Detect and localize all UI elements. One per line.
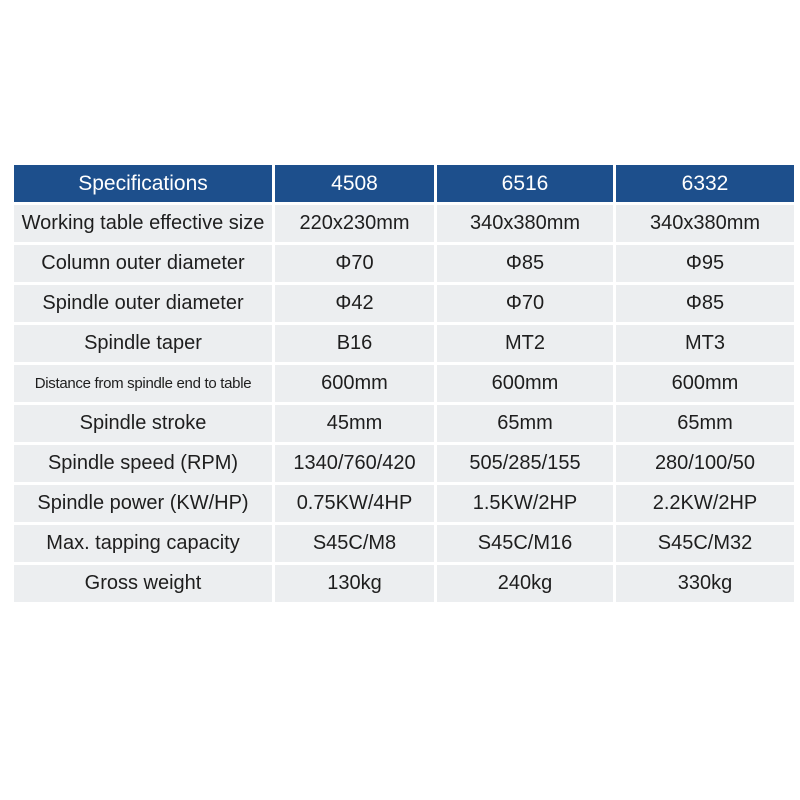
row-label: Max. tapping capacity <box>14 525 272 562</box>
cell-value: 1340/760/420 <box>275 445 434 482</box>
cell-value: Φ42 <box>275 285 434 322</box>
header-specifications: Specifications <box>14 165 272 202</box>
cell-value: 340x380mm <box>437 205 613 242</box>
cell-value: S45C/M16 <box>437 525 613 562</box>
table-row <box>14 525 794 562</box>
cell-value: Φ95 <box>616 245 794 282</box>
table-row <box>14 205 794 242</box>
table-row <box>14 325 794 362</box>
table-row <box>14 365 794 402</box>
cell-value: 65mm <box>437 405 613 442</box>
table-row <box>14 245 794 282</box>
table-row <box>14 565 794 602</box>
row-label: Spindle taper <box>14 325 272 362</box>
specifications-table <box>11 162 797 605</box>
header-model-6516: 6516 <box>437 165 613 202</box>
header-row <box>14 165 794 202</box>
cell-value: 330kg <box>616 565 794 602</box>
table-row <box>14 285 794 322</box>
cell-value: 2.2KW/2HP <box>616 485 794 522</box>
cell-value: MT3 <box>616 325 794 362</box>
cell-value: 340x380mm <box>616 205 794 242</box>
table-row <box>14 405 794 442</box>
cell-value: S45C/M32 <box>616 525 794 562</box>
cell-value: Φ70 <box>275 245 434 282</box>
cell-value: 130kg <box>275 565 434 602</box>
cell-value: 65mm <box>616 405 794 442</box>
cell-value: 505/285/155 <box>437 445 613 482</box>
row-label: Spindle speed (RPM) <box>14 445 272 482</box>
cell-value: 600mm <box>275 365 434 402</box>
cell-value: B16 <box>275 325 434 362</box>
row-label: Working table effective size <box>14 205 272 242</box>
row-label: Spindle power (KW/HP) <box>14 485 272 522</box>
table-header <box>14 165 794 202</box>
cell-value: Φ70 <box>437 285 613 322</box>
cell-value: Φ85 <box>437 245 613 282</box>
table-body <box>14 205 794 602</box>
row-label: Gross weight <box>14 565 272 602</box>
cell-value: 45mm <box>275 405 434 442</box>
cell-value: 1.5KW/2HP <box>437 485 613 522</box>
row-label: Spindle stroke <box>14 405 272 442</box>
cell-value: 240kg <box>437 565 613 602</box>
cell-value: 220x230mm <box>275 205 434 242</box>
cell-value: 600mm <box>437 365 613 402</box>
cell-value: MT2 <box>437 325 613 362</box>
row-label: Spindle outer diameter <box>14 285 272 322</box>
header-model-4508: 4508 <box>275 165 434 202</box>
cell-value: S45C/M8 <box>275 525 434 562</box>
cell-value: 0.75KW/4HP <box>275 485 434 522</box>
row-label: Column outer diameter <box>14 245 272 282</box>
table-row <box>14 485 794 522</box>
table-row <box>14 445 794 482</box>
header-model-6332: 6332 <box>616 165 794 202</box>
cell-value: 280/100/50 <box>616 445 794 482</box>
row-label: Distance from spindle end to table <box>14 365 272 402</box>
cell-value: Φ85 <box>616 285 794 322</box>
cell-value: 600mm <box>616 365 794 402</box>
